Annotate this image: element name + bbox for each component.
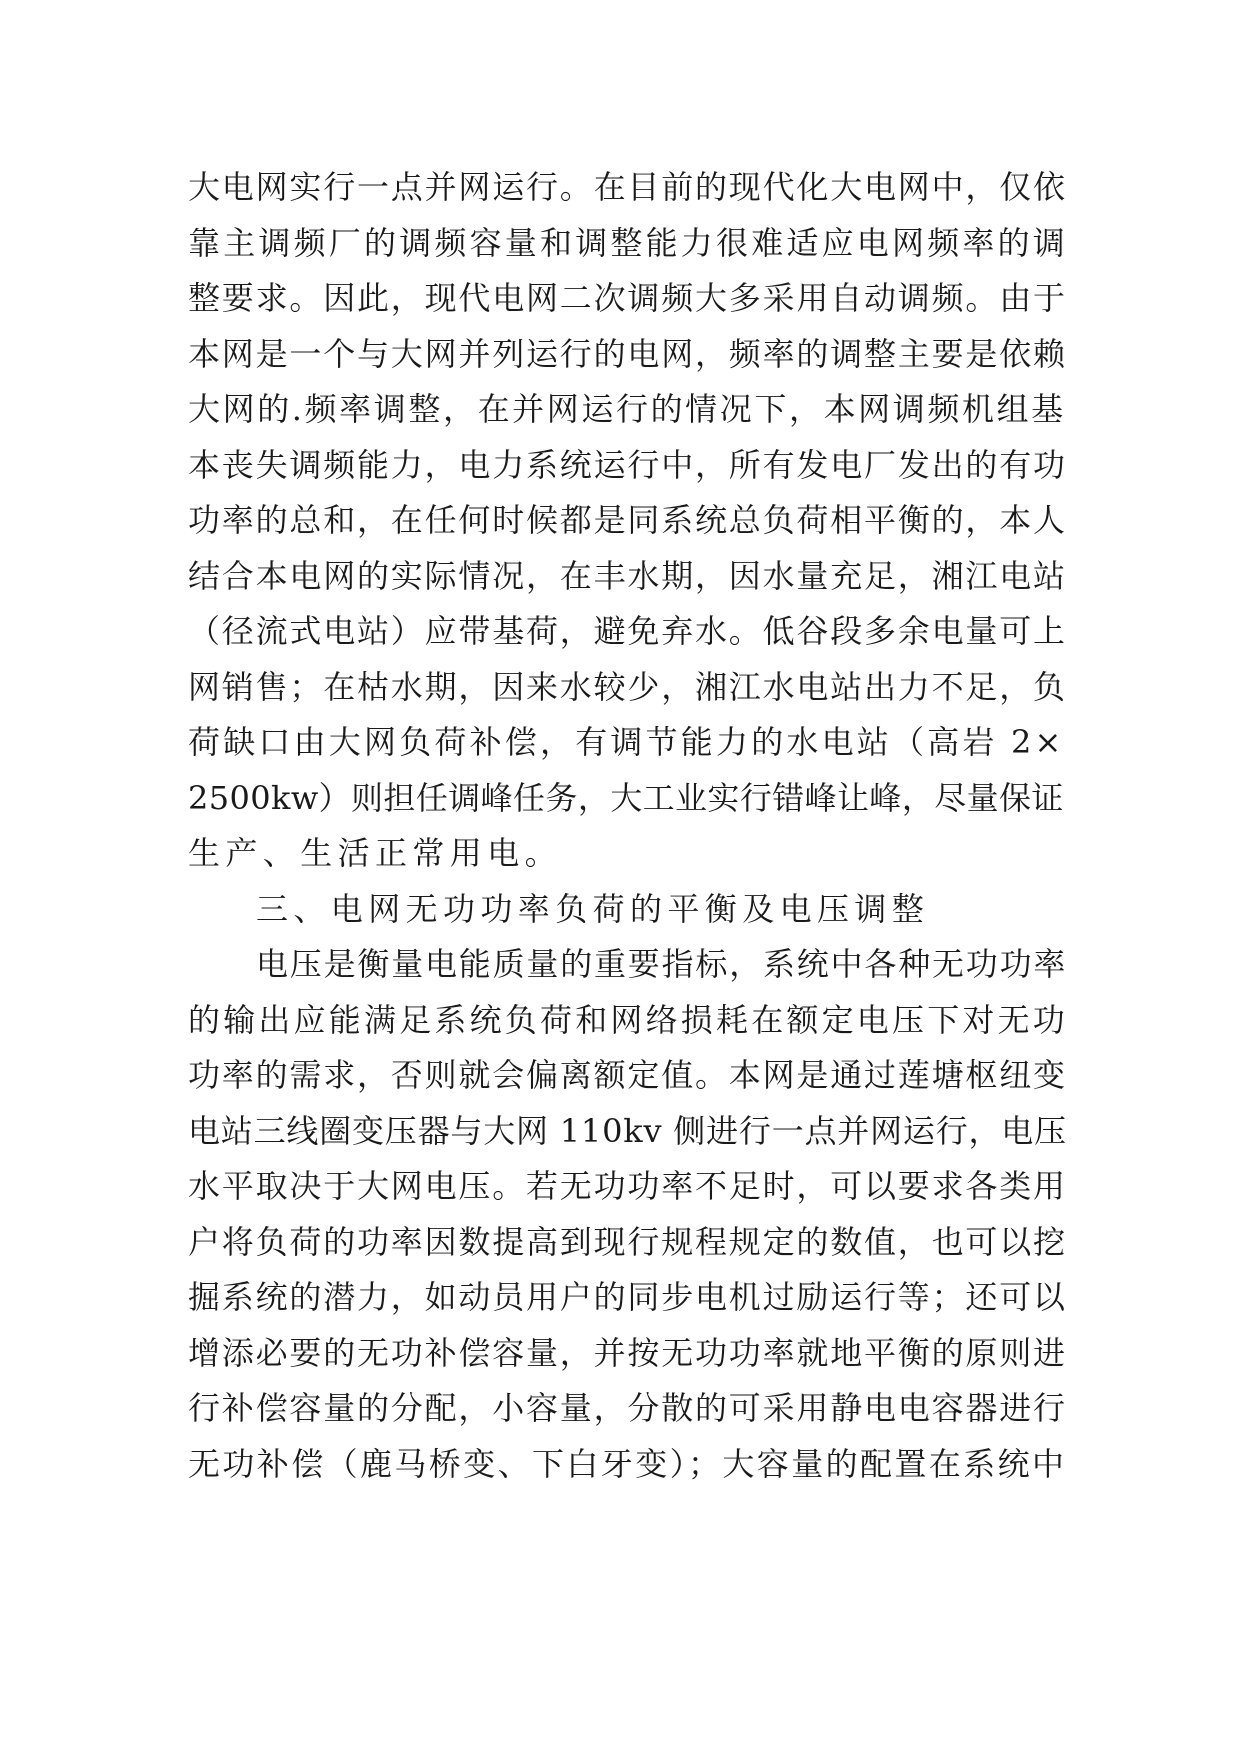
text-line: 行补偿容量的分配，小容量，分散的可采用静电电容器进行 bbox=[188, 1389, 1067, 1427]
text-line: 无功补偿（鹿马桥变、下白牙变）；大容量的配置在系统中 bbox=[188, 1444, 1067, 1483]
text-line: 本丧失调频能力，电力系统运行中，所有发电厂发出的有功 bbox=[188, 445, 1067, 484]
text-line: 的输出应能满足系统负荷和网络损耗在额定电压下对无功 bbox=[188, 1000, 1069, 1039]
text-line: 网销售；在枯水期，因来水较少，湘江水电站出力不足，负 bbox=[188, 667, 1067, 706]
text-line: 荷缺口由大网负荷补偿，有调节能力的水电站（高岩 2× bbox=[188, 723, 1065, 761]
text-line: 掘系统的潜力，如动员用户的同步电机过励运行等；还可以 bbox=[188, 1278, 1067, 1316]
text-line: 靠主调频厂的调频容量和调整能力很难适应电网频率的调 bbox=[188, 223, 1069, 262]
text-line: 生产、生活正常用电。 bbox=[188, 834, 563, 872]
text-line: 大网的.频率调整，在并网运行的情况下，本网调频机组基 bbox=[188, 390, 1066, 428]
text-line: （径流式电站）应带基荷，避免弃水。低谷段多余电量可上 bbox=[188, 612, 1067, 650]
text-line: 功率的总和，在任何时候都是同系统总负荷相平衡的，本人 bbox=[188, 501, 1067, 539]
text-line: 功率的需求，否则就会偏离额定值。本网是通过莲塘枢纽变 bbox=[188, 1056, 1067, 1094]
text-line: 整要求。因此，现代电网二次调频大多采用自动调频。由于 bbox=[188, 279, 1067, 317]
text-line: 户将负荷的功率因数提高到现行规程规定的数值，也可以挖 bbox=[188, 1222, 1067, 1261]
section-heading: 三、电网无功功率负荷的平衡及电压调整 bbox=[256, 889, 930, 928]
text-line: 电压是衡量电能质量的重要指标，系统中各种无功功率 bbox=[256, 945, 1068, 983]
text-line: 水平取决于大网电压。若无功功率不足时，可以要求各类用 bbox=[188, 1167, 1067, 1205]
text-line: 电站三线圈变压器与大网 110kv 侧进行一点并网运行，电压 bbox=[188, 1111, 1067, 1150]
text-line: 本网是一个与大网并列运行的电网，频率的调整主要是依赖 bbox=[188, 334, 1067, 373]
text-line: 增添必要的无功补偿容量，并按无功功率就地平衡的原则进 bbox=[188, 1333, 1067, 1372]
text-line: 结合本电网的实际情况，在丰水期，因水量充足，湘江电站 bbox=[188, 556, 1067, 595]
text-line: 大电网实行一点并网运行。在目前的现代化大电网中，仅依 bbox=[188, 168, 1067, 206]
body-text bbox=[188, 160, 1068, 1492]
text-line: 2500kw）则担任调峰任务，大工业实行错峰让峰，尽量保证 bbox=[188, 778, 1064, 817]
